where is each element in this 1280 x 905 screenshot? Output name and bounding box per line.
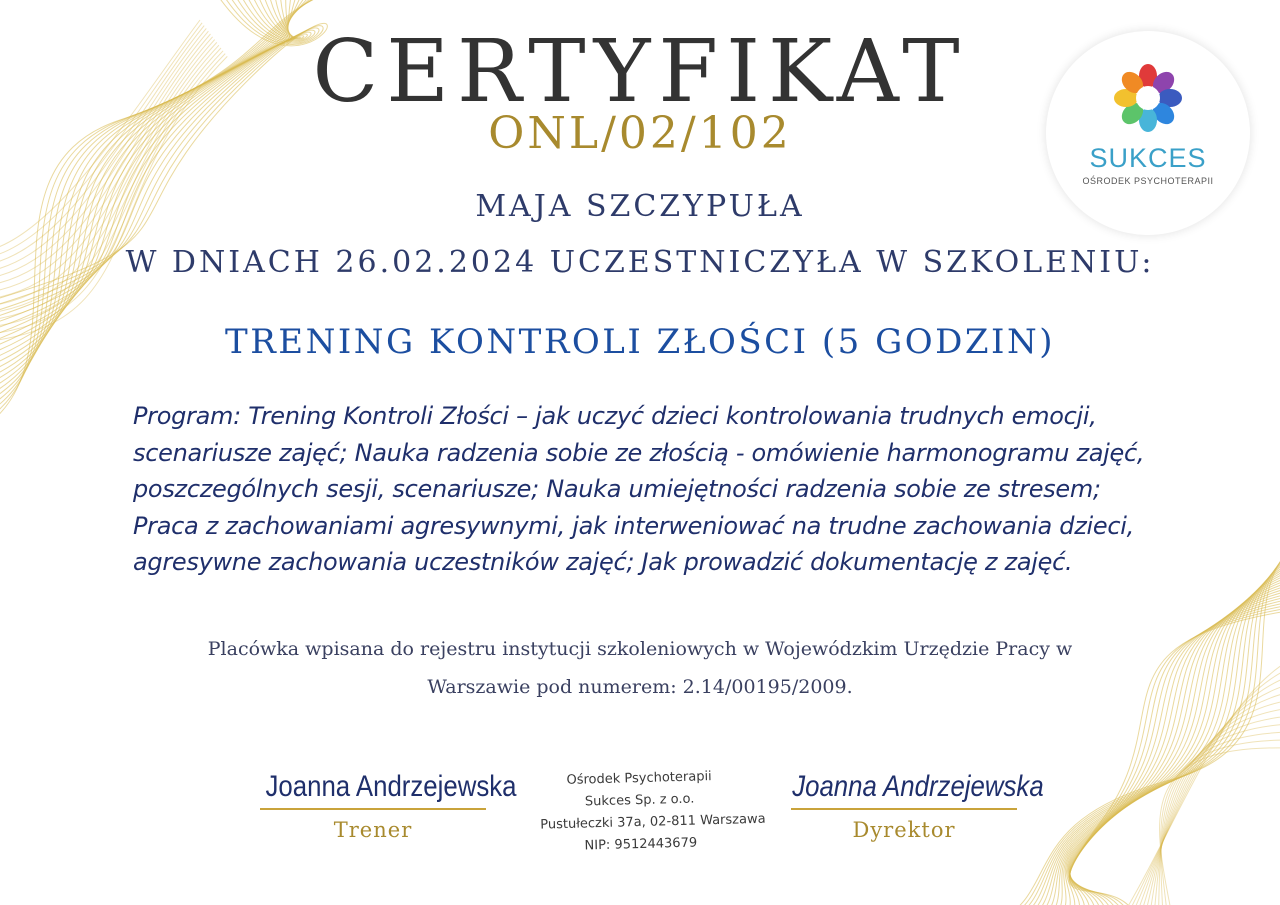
course-title: TRENING KONTROLI ZŁOŚCI (5 GODZIN) bbox=[225, 322, 1055, 362]
company-stamp bbox=[539, 765, 766, 858]
logo-name: SUKCES bbox=[1089, 143, 1207, 173]
program-line: poszczególnych sesji, scenariusze; Nauka umiejętności radzenia sobie ze stresem; bbox=[133, 475, 1101, 503]
gold-wave-line bbox=[1161, 732, 1280, 905]
gold-wave-line bbox=[1068, 579, 1280, 905]
certificate-title: CERTYFIKAT bbox=[312, 22, 968, 122]
director-signature-block bbox=[774, 770, 1044, 842]
logo-subtitle: OŚRODEK PSYCHOTERAPII bbox=[1082, 176, 1214, 186]
registry-line: Placówka wpisana do rejestru instytucji szkoleniowych w Wojewódzkim Urzędzie Pracy w bbox=[207, 638, 1073, 660]
stamp-line: Ośrodek Psychoterapii bbox=[566, 769, 712, 788]
trainer-role: Trener bbox=[333, 818, 413, 842]
program-line: Praca z zachowaniami agresywnymi, jak interweniować na trudne zachowania dzieci, bbox=[133, 511, 1134, 540]
registry-line: Warszawie pod numerem: 2.14/00195/2009. bbox=[427, 676, 853, 698]
stamp-line: Pustułeczki 37a, 02-811 Warszawa bbox=[540, 811, 766, 833]
gold-wave-line bbox=[1139, 692, 1280, 905]
program-line: agresywne zachowania uczestników zajęć; Jak prowadzić dokumentację z zajęć. bbox=[133, 548, 1073, 576]
program-description bbox=[133, 398, 1173, 581]
certificate-number: ONL/02/102 bbox=[488, 108, 792, 159]
attendance-dates: W DNIACH 26.02.2024 UCZESTNICZYŁA W SZKOLENIU: bbox=[125, 245, 1155, 280]
director-role: Dyrektor bbox=[852, 818, 956, 842]
trainer-signature-block bbox=[248, 770, 517, 842]
stamp-line: Sukces Sp. z o.o. bbox=[584, 791, 695, 810]
gold-wave-line bbox=[1012, 546, 1280, 905]
trainer-name: Joanna Andrzejewska bbox=[265, 770, 517, 803]
stamp-line: NIP: 9512443679 bbox=[584, 835, 698, 854]
director-signature-line bbox=[791, 808, 1017, 810]
director-name: Joanna Andrzejewska bbox=[792, 770, 1044, 803]
program-line: Program: Trening Kontroli Złości – jak uczyć dzieci kontrolowania trudnych emocji, bbox=[133, 402, 1097, 430]
program-line: scenariusze zajęć; Nauka radzenia sobie ze złością - omówienie harmonogramu zajęć, bbox=[133, 438, 1145, 467]
trainer-signature-line bbox=[260, 808, 486, 810]
participant-name: MAJA SZCZYPUŁA bbox=[475, 189, 805, 224]
colorful-ring-logo-icon bbox=[1113, 63, 1183, 133]
gold-wave-line bbox=[1000, 540, 1280, 905]
gold-wave-line bbox=[1161, 740, 1280, 905]
organization-logo bbox=[1046, 31, 1250, 235]
registry-note bbox=[170, 630, 1110, 706]
